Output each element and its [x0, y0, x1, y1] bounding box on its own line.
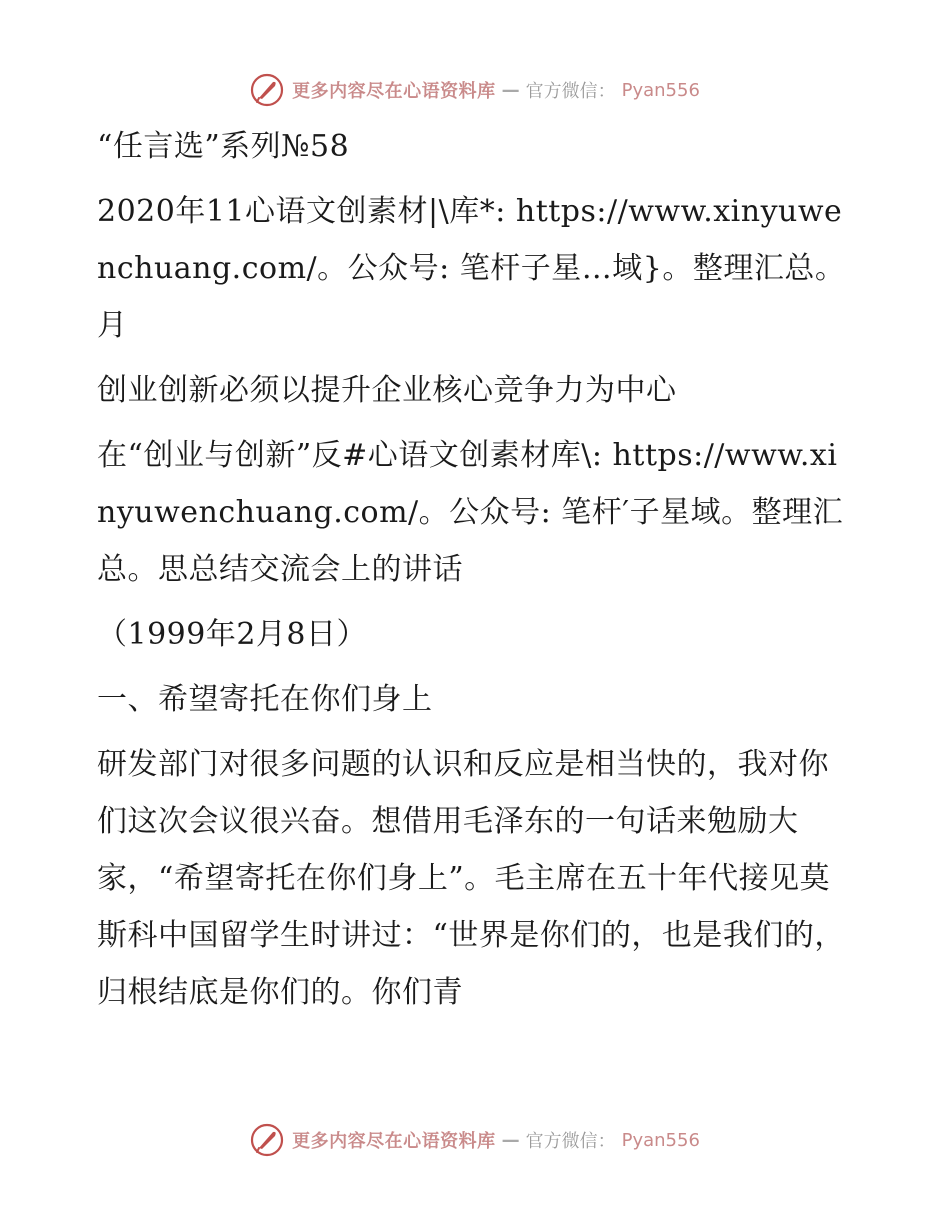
watermark-contact-id: Pyan556 [621, 79, 700, 101]
watermark-contact-text: 官方微信： [525, 1131, 616, 1152]
watermark-contact-text: 官方微信： [525, 81, 616, 102]
document-body [97, 118, 857, 1021]
subtitle-paragraph: 在“创业与创新”反#心语文创素材库\: https://www.xinyuwenchuang.com/。公众号: 笔杆′子星域。整理汇总。思总结交流会上的讲话 [97, 438, 844, 587]
body-paragraph: 研发部门对很多问题的认识和反应是相当快的，我对你们这次会议很兴奋。想借用毛泽东的一句话来勉励大家，“希望寄托在你们身上”。毛主席在五十年代接见莫斯科中国留学生时讲过：“世界是你们的，也是我们的，归根结底是你们的。你们青 [97, 747, 845, 1010]
source-note-paragraph: 2020年11心语文创素材|\库*: https://www.xinyuwenchuang.com/。公众号: 笔杆子星…域}。整理汇总。月 [97, 194, 846, 343]
header-watermark [0, 70, 950, 110]
watermark-separator: — [501, 79, 520, 101]
feather-pen-logo-icon [250, 73, 284, 107]
watermark-contact-id: Pyan556 [621, 1129, 700, 1151]
article-title: 创业创新必须以提升企业核心竞争力为中心 [97, 373, 677, 408]
series-title: “任言选”系列№58 [97, 129, 350, 164]
watermark-separator: — [501, 1129, 520, 1151]
feather-pen-logo-icon [250, 1123, 284, 1157]
date-line: （1999年2月8日） [97, 617, 368, 652]
footer-watermark [0, 1120, 950, 1160]
watermark-main-text: 更多内容尽在心语资料库 [292, 1131, 496, 1152]
watermark-main-text: 更多内容尽在心语资料库 [292, 81, 496, 102]
section-heading: 一、希望寄托在你们身上 [97, 682, 433, 717]
